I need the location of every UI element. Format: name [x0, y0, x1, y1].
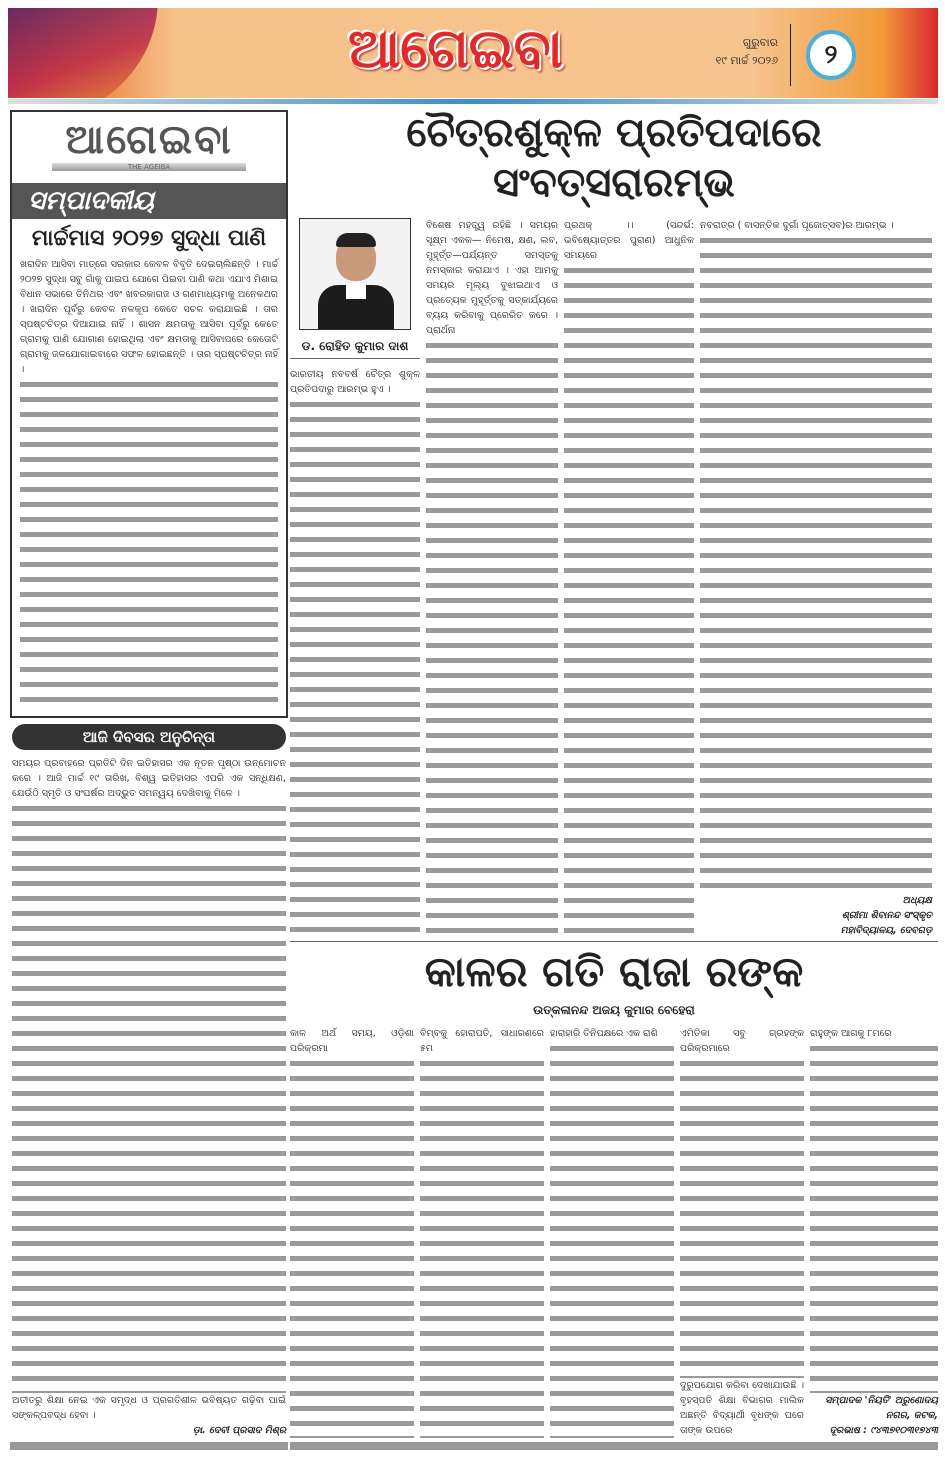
article2 — [290, 946, 938, 1450]
column-text-continued — [12, 801, 286, 1393]
page-number: ୨ — [806, 30, 856, 80]
article1 — [290, 108, 938, 938]
footer-bar — [10, 1442, 288, 1450]
article2-col1 — [290, 1026, 414, 1438]
editorial-section-label: ସମ୍ପାଦକୀୟ — [12, 183, 286, 219]
column-intro: ସମୟର ପ୍ରବାହରେ ପ୍ରତିଟି ଦିନ ଇତିହାସର ଏକ ନୂତନ ପୃଷ୍ଠା ଉନ୍ମୋଚନ କରେ । ଆଜି ମାର୍ଚ୍ଚ ୧୯ ତାରିଖ, ବିଶ୍ୱ ଇତିହାସର ଏପରି ଏକ ସନ୍ଧିକ୍ଷଣ, ଯେଉଁଠି ସ୍ମୃତି ଓ ସଂଘର୍ଷର ଅଦ୍ଭୁତ ସମନ୍ୱୟ ଦେଖିବାକୁ ମିଳେ । — [12, 758, 286, 799]
signoff-line: ମହାବିଦ୍ୟାଳୟ, ଦେବଗଡ଼ — [840, 925, 932, 936]
column-closing: ଅତୀତରୁ ଶିକ୍ଷା ନେଇ ଏକ ସମୃଦ୍ଧ ଓ ପ୍ରଗତିଶୀଳ ଭବିଷ୍ୟତ ଗଢ଼ିବା ପାଇଁ ସଙ୍କଳ୍ପବଦ୍ଧ ହେବା । — [12, 1395, 286, 1421]
article2-headline: କାଳର ଗତି ରାଜା ରଙ୍କ — [424, 947, 804, 996]
article1-col2-text: ବିଶେଷ ମହତ୍ତ୍ୱ ରହିଛି । ସମୟର ସୂକ୍ଷ୍ମ ଏକକ— ନିମେଷ, କ୍ଷଣ, ଲବ, ମୁହୂର୍ତ୍ତ—ପର୍ଯ୍ୟନ୍ତ ସମସ୍ତକୁ ନମସ୍କାର କରାଯାଏ । ଏହା ଆମକୁ ସମୟର ମୂଲ୍ୟ ବୁଝାଇଥାଏ ଓ ପ୍ରତ୍ୟେକ ମୁହୂର୍ତ୍ତକୁ ସତ୍‌କାର୍ଯ୍ୟରେ ବ୍ୟୟ କରିବାକୁ ପ୍ରେରିତ କରେ । ପ୍ରାର୍ଥନା — [426, 220, 558, 336]
editorial-title: ମାର୍ଚ୍ଚମାସ ୨୦୨୭ ସୁଦ୍ଧା ପାଣି — [31, 226, 267, 251]
editorial-logo: ଆଗେଇବା — [65, 116, 233, 163]
article1-col4-text: ନବରାତ୍ର ( ବାସନ୍ତିକ ଦୁର୍ଗା ପୂଜୋତ୍ସବ)ର ଆରମ୍ଭ । — [700, 220, 894, 231]
article1-col1 — [290, 218, 420, 938]
section-rule — [290, 941, 938, 942]
editorial-text-continued — [20, 377, 278, 710]
text-lines — [290, 397, 420, 938]
article2-col2-text: ବିମ୍ବକୁ ହୋରାପତି, ସାଧାରଣରେ ୫ମ — [420, 1028, 544, 1054]
left-column — [10, 110, 288, 1450]
article2-col3-text: ହାରାହାରି ତିନିପକ୍ଷରେ ଏକ ରାଶି — [550, 1028, 658, 1039]
article1-col3 — [564, 218, 694, 938]
column-author: ଡ଼ା. ଦେବୀ ପ୍ରସାଦ ମିଶ୍ର — [192, 1425, 286, 1436]
editorial-text: ଖରାଦିନ ଆସିବା ମାତ୍ରେ ସରକାର କେବଳ ବିବୃତି ଦେଇଚାଲିଛନ୍ତି । ମାର୍ଚ୍ଚ ୨୦୨୭ ସୁଦ୍ଧା ସବୁ ଗାଁକୁ ପାଇପ ଯୋଗେ ପିଇବା ପାଣି କଥା ଏଯାଏ ମିଶାଇ ବିଧାନ ସଭାରେ ତିନିଥର ଏବଂ ଖବରକାଗଜ ଓ ଗଣମାଧ୍ୟମକୁ ଅନେକଥର । ଖରାଦିନ ପୂର୍ବରୁ କେବଳ ନଳକୂପ କେତେ ସଚଳ କରାଯାଇଛି । ତାର ସ୍ପଷ୍ଟଚିତ୍ର ଦିଆଯାଇ ନାହିଁ । ଶାସନ କ୍ଷମତାକୁ ଆସିବା ପୂର୍ବରୁ କେତେ ଗ୍ରାମକୁ ପାଣି ଯୋଗାଣ ହୋଇଥିଲା ଏବଂ କ୍ଷମତାକୁ ଆସିବାପରେ କେତୋଟି ଗ୍ରାମକୁ ଜଳଯୋଗାଇବାରେ ସଫଳ ହୋଇଛନ୍ତି । ତାର ସ୍ପଷ୍ଟଚିତ୍ର ନାହିଁ । — [20, 259, 278, 375]
text-lines — [290, 1056, 414, 1438]
text-lines — [680, 1056, 804, 1378]
author-photo — [299, 218, 411, 330]
signoff-line: ଶ୍ରୀମା ଶିବାନନ୍ଦ ସଂସ୍କୃତ — [841, 910, 932, 921]
article2-col4 — [680, 1026, 804, 1438]
article2-col3 — [550, 1026, 674, 1438]
text-lines — [550, 1041, 674, 1438]
decorative-wave — [8, 8, 158, 98]
text-lines — [426, 338, 558, 938]
article2-col2 — [420, 1026, 544, 1438]
editorial-box — [10, 110, 288, 718]
article2-col1-text: କାଳ ଅର୍ଥ ସମୟ, ଓଡ଼ିଶା ପରିକ୍ରମା — [290, 1028, 414, 1054]
article-headline: ଚୈତ୍ରଶୁକ୍ଳ ପ୍ରତିପଦାରେ ସଂବତ୍ସରାରମ୍ଭ — [406, 110, 822, 206]
article1-columns — [290, 218, 938, 938]
article1-col2 — [426, 218, 558, 938]
article1-col3-text: ପ୍ରଥକ୍ ।। (ସନ୍ଦର୍ଭ: ଭବିଷ୍ୟୋତ୍ତର ପୁରାଣ) ଆଧୁନିକ ସମୟରେ — [564, 220, 694, 261]
masthead-logo: ଆଗେଇବା — [348, 16, 563, 80]
article2-col5-text: ରାହୁଙ୍କ ଆଗକୁ ୮ମରେ — [810, 1028, 892, 1039]
text-lines — [700, 233, 932, 893]
article2-col4-text: ଏମିତିକା ସବୁ ଗ୍ରହଙ୍କ ପରିକ୍ରମାରେ — [680, 1028, 804, 1054]
editorial-logo-sub: THE AGEIBA — [52, 163, 246, 171]
signoff-line: ଦୂରଭାଷ : ୯୪୩୭୧୦୩୧୭୪୩ — [829, 1425, 938, 1436]
day: ଗୁରୁବାର — [742, 36, 778, 49]
date: ୧୯ ମାର୍ଚ୍ଚ ୨୦୨୬ — [715, 54, 778, 67]
article2-col5 — [810, 1026, 938, 1438]
article2-author: ଉତ୍କଳାନନ୍ଦ ଅଜୟ କୁମାର ବେହେରା — [533, 1003, 695, 1017]
article2-columns — [290, 1026, 938, 1438]
text-lines — [564, 263, 694, 938]
article2-col4-end: ଦୁରୁପଯୋଗ କରିବା ଦେଖାଯାଉଛି । ବୃହସ୍ପତି ଶିକ୍ଷା ବିଭାଗର ମାଲିକ ଅଛନ୍ତି ବିଦ୍ୟାର୍ଥୀ ବୃଧଙ୍କ ଘରେ ତାଙ୍କ ଉପରେ — [680, 1380, 804, 1436]
header-rule — [8, 99, 938, 104]
signoff-line: ସମ୍ପାଦକ 'ନିୟତି' ଅରୁଣୋଦୟ — [825, 1395, 938, 1406]
issue-date — [668, 34, 778, 70]
footer-bar — [290, 1442, 938, 1450]
divider — [790, 24, 791, 86]
column-title: ଆଜି ଦିବସର ଅନୁଚିନ୍ତା — [12, 724, 286, 750]
signoff-line: ନଗର, କଟକ, — [885, 1410, 938, 1421]
text-lines — [420, 1056, 544, 1438]
signoff-line: ଅଧ୍ୟକ୍ଷ — [902, 895, 932, 906]
column-body — [10, 756, 288, 1438]
article1-col1-text: ଭାରତୀୟ ନବବର୍ଷ ଚୈତ୍ର ଶୁକ୍ଳ ପ୍ରତିପଦାରୁ ଆରମ୍ଭ ହୁଏ । — [290, 369, 420, 395]
article1-col4 — [700, 218, 932, 938]
text-lines — [810, 1041, 938, 1393]
masthead-banner — [8, 8, 938, 98]
author-caption: ଡ. ରୋହିତ କୁମାର ଦାଶ — [290, 330, 420, 359]
